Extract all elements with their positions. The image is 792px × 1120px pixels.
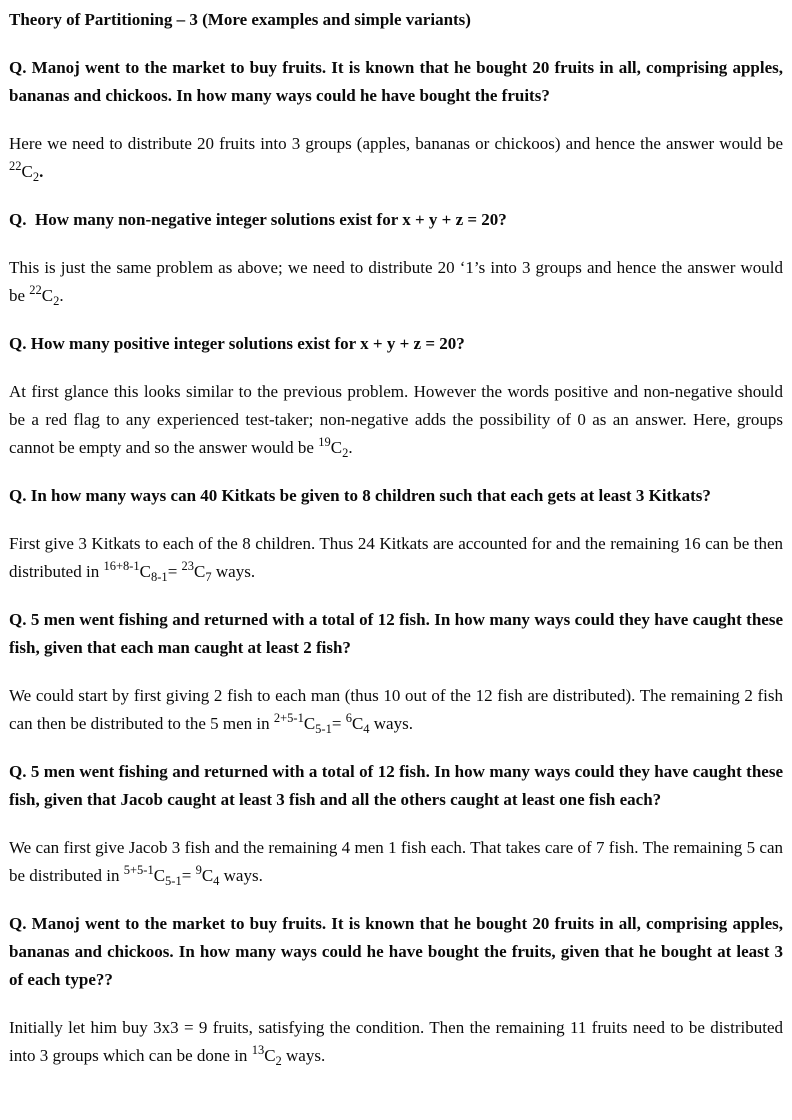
document-blocks <box>9 54 788 1070</box>
formula-sup: 19 <box>318 435 331 449</box>
formula-sup: 22 <box>9 159 22 173</box>
answer-paragraph-8 <box>9 530 788 586</box>
text-segment: ways. <box>369 714 413 733</box>
text-segment: Q. How many positive integer solutions exist for x + y + z = 20? <box>9 334 465 353</box>
text-segment: = <box>331 714 346 733</box>
formula-sub: 2 <box>342 446 349 460</box>
text-segment: C <box>303 714 316 733</box>
text-segment: ways. <box>281 1046 326 1065</box>
formula-sub: 5-1 <box>315 722 332 736</box>
text-segment: Q. 5 men went fishing and returned with a total of 12 fish. In how many ways could they have caught these fish, given that Jacob caught at least 3 fish and all the others caught at least one fish each? <box>9 762 788 809</box>
formula-sub: 2 <box>275 1054 282 1068</box>
text-segment: Q. Manoj went to the market to buy fruits. It is known that he bought 20 fruits in all, comprising apples, bananas and chickoos. In how many ways could he have bought the fruits, given that he bought at least 3 of each type?? <box>9 914 788 989</box>
formula-sup: 9 <box>195 863 202 877</box>
formula-sup: 13 <box>251 1043 265 1057</box>
question-paragraph-13 <box>9 910 788 994</box>
page-title: Theory of Partitioning – 3 (More examples and simple variants) <box>9 10 471 29</box>
text-segment: C <box>194 562 206 581</box>
answer-paragraph-4 <box>9 254 788 310</box>
text-segment: First give 3 Kitkats to each of the 8 children. Thus 24 Kitkats are accounted for and the remaining 16 can be then distributed in <box>9 534 788 581</box>
answer-paragraph-2 <box>9 130 788 186</box>
text-segment: . <box>59 286 64 305</box>
formula-sub: 4 <box>213 874 220 888</box>
formula-sub: 7 <box>205 570 212 584</box>
text-segment: ways. <box>211 562 256 581</box>
text-segment: . <box>348 438 353 457</box>
formula-sup: 22 <box>29 283 42 297</box>
text-segment: ways. <box>219 866 263 885</box>
text-segment: Q. In how many ways can 40 Kitkats be given to 8 children such that each gets at least 3 Kitkats? <box>9 486 711 505</box>
formula-sub: 5-1 <box>165 874 182 888</box>
question-paragraph-7 <box>9 482 783 510</box>
text-segment: C <box>264 1046 276 1065</box>
formula-sup: 6 <box>345 711 352 725</box>
formula-sub: 4 <box>363 722 370 736</box>
question-paragraph-3 <box>9 206 783 234</box>
answer-paragraph-6 <box>9 378 788 462</box>
text-segment: = <box>181 866 196 885</box>
formula-sub: 8-1 <box>151 570 168 584</box>
text-segment: C <box>351 714 364 733</box>
answer-paragraph-10 <box>9 682 788 738</box>
formula-sub: 2 <box>53 294 60 308</box>
text-segment: . <box>39 162 44 181</box>
question-paragraph-1 <box>9 54 788 110</box>
formula-sup: 5+5-1 <box>123 863 154 877</box>
text-segment: C <box>21 162 33 181</box>
text-segment: C <box>41 286 54 305</box>
formula-sub: 2 <box>32 170 40 184</box>
text-segment: Here we need to distribute 20 fruits into 3 groups (apples, bananas or chickoos) and hence the answer would be <box>9 134 788 153</box>
formula-sup: 23 <box>181 559 195 573</box>
question-paragraph-9 <box>9 606 788 662</box>
text-segment: Q. Manoj went to the market to buy fruits. It is known that he bought 20 fruits in all, comprising apples, bananas and chickoos. In how many ways could he have bought the fruits? <box>9 58 788 105</box>
text-segment: This is just the same problem as above; we need to distribute 20 ‘1’s into 3 groups and hence the answer would be <box>9 258 788 305</box>
text-segment: At first glance this looks similar to the previous problem. However the words positive and non-negative should be a red flag to any experienced test-taker; non-negative adds the possibility of 0 as an answer. Here, groups cannot be empty and so the answer would be <box>9 382 788 457</box>
text-segment: C <box>139 562 152 581</box>
question-paragraph-5 <box>9 330 783 358</box>
text-segment: We can first give Jacob 3 fish and the remaining 4 men 1 fish each. That takes care of 7 fish. The remaining 5 can be distributed in <box>9 838 788 885</box>
text-segment: C <box>201 866 214 885</box>
text-segment: Q. How many non-negative integer solutions exist for x + y + z = 20? <box>9 210 507 229</box>
text-segment: Initially let him buy 3x3 = 9 fruits, satisfying the condition. Then the remaining 11 fruits need to be distributed into 3 groups which can be done in <box>9 1018 788 1065</box>
answer-paragraph-12 <box>9 834 788 890</box>
text-segment: We could start by first giving 2 fish to each man (thus 10 out of the 12 fish are distributed). The remaining 2 fish can then be distributed to the 5 men in <box>9 686 788 733</box>
formula-sup: 16+8-1 <box>103 559 140 573</box>
text-segment: = <box>167 562 182 581</box>
text-segment: C <box>153 866 166 885</box>
formula-sup: 2+5-1 <box>273 711 304 725</box>
answer-paragraph-14 <box>9 1014 788 1070</box>
question-paragraph-11 <box>9 758 788 814</box>
text-segment: C <box>330 438 343 457</box>
text-segment: Q. 5 men went fishing and returned with a total of 12 fish. In how many ways could they have caught these fish, given that each man caught at least 2 fish? <box>9 610 788 657</box>
